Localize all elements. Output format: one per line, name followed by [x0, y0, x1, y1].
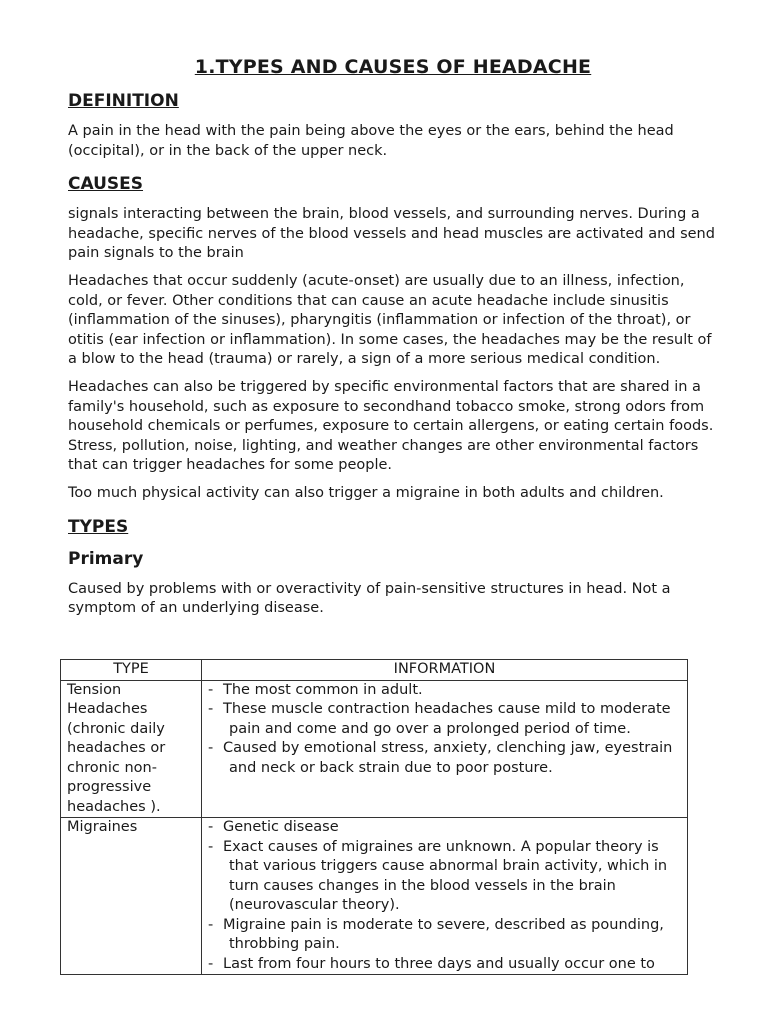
causes-heading: CAUSES [68, 174, 144, 195]
table-header-row [61, 660, 688, 681]
document-title: 1.TYPES AND CAUSES OF HEADACHE [194, 56, 592, 78]
causes-paragraph: signals interacting between the brain, blood vessels, and surrounding nerves. During a headache, specific nerves of the blood vessels and head muscles are activated and send pain signals to the brain [68, 206, 715, 262]
table-cell-information [202, 680, 688, 818]
primary-heading: Primary [68, 548, 144, 569]
definition-heading: DEFINITION [68, 91, 179, 111]
table-row [61, 680, 688, 818]
list-item: - Exact causes of migraines are unknown. A popular theory is that various triggers cause abnormal brain activity, which in turn causes changes in the blood vessels in the brain (neurovascular theory). [208, 838, 687, 916]
table-cell-information [202, 818, 688, 975]
document-page [68, 56, 718, 627]
table-cell-type: Migraines [61, 818, 202, 975]
list-item: - Migraine pain is moderate to severe, described as pounding, throbbing pain. [208, 916, 687, 955]
list-item: - Caused by emotional stress, anxiety, clenching jaw, eyestrain and neck or back strain due to poor posture. [208, 739, 687, 778]
definition-text: A pain in the head with the pain being above the eyes or the ears, behind the head (occipital), or in the back of the upper neck. [68, 123, 674, 159]
causes-paragraph: Headaches that occur suddenly (acute-onset) are usually due to an illness, infection, cold, or fever. Other conditions that can cause an acute headache include sinusitis (inflammation of the sinuses), pharyngitis (inflammation or infection of the throat), or otitis (ear infection or inflammation). In some cases, the headaches may be the result of a blow to the head (trauma) or rarely, a sign of a more serious medical condition. [68, 272, 712, 368]
headache-types-table [60, 659, 688, 975]
table-header-information: INFORMATION [202, 660, 688, 681]
list-item: - Last from four hours to three days and usually occur one to [208, 955, 687, 975]
types-heading: TYPES [68, 516, 129, 537]
table-header-type: TYPE [61, 660, 202, 681]
list-item: - These muscle contraction headaches cause mild to moderate pain and come and go over a prolonged period of time. [208, 700, 687, 739]
causes-paragraph: Too much physical activity can also trigger a migraine in both adults and children. [68, 484, 664, 501]
table-row [61, 818, 688, 975]
causes-paragraph: Headaches can also be triggered by specific environmental factors that are shared in a family's household, such as exposure to secondhand tobacco smoke, strong odors from household chemicals or perfumes, exposure to certain allergens, or eating certain foods. Stress, pollution, noise, lighting, and weather changes are other environmental factors that can trigger headaches for some people. [68, 378, 714, 474]
primary-text: Caused by problems with or overactivity of pain-sensitive structures in head. Not a symptom of an underlying disease. [68, 580, 671, 617]
list-item: - Genetic disease [208, 818, 687, 838]
table-cell-type: Tension Headaches (chronic daily headaches or chronic non-progressive headaches ). [61, 680, 202, 818]
list-item: - The most common in adult. [208, 681, 687, 701]
